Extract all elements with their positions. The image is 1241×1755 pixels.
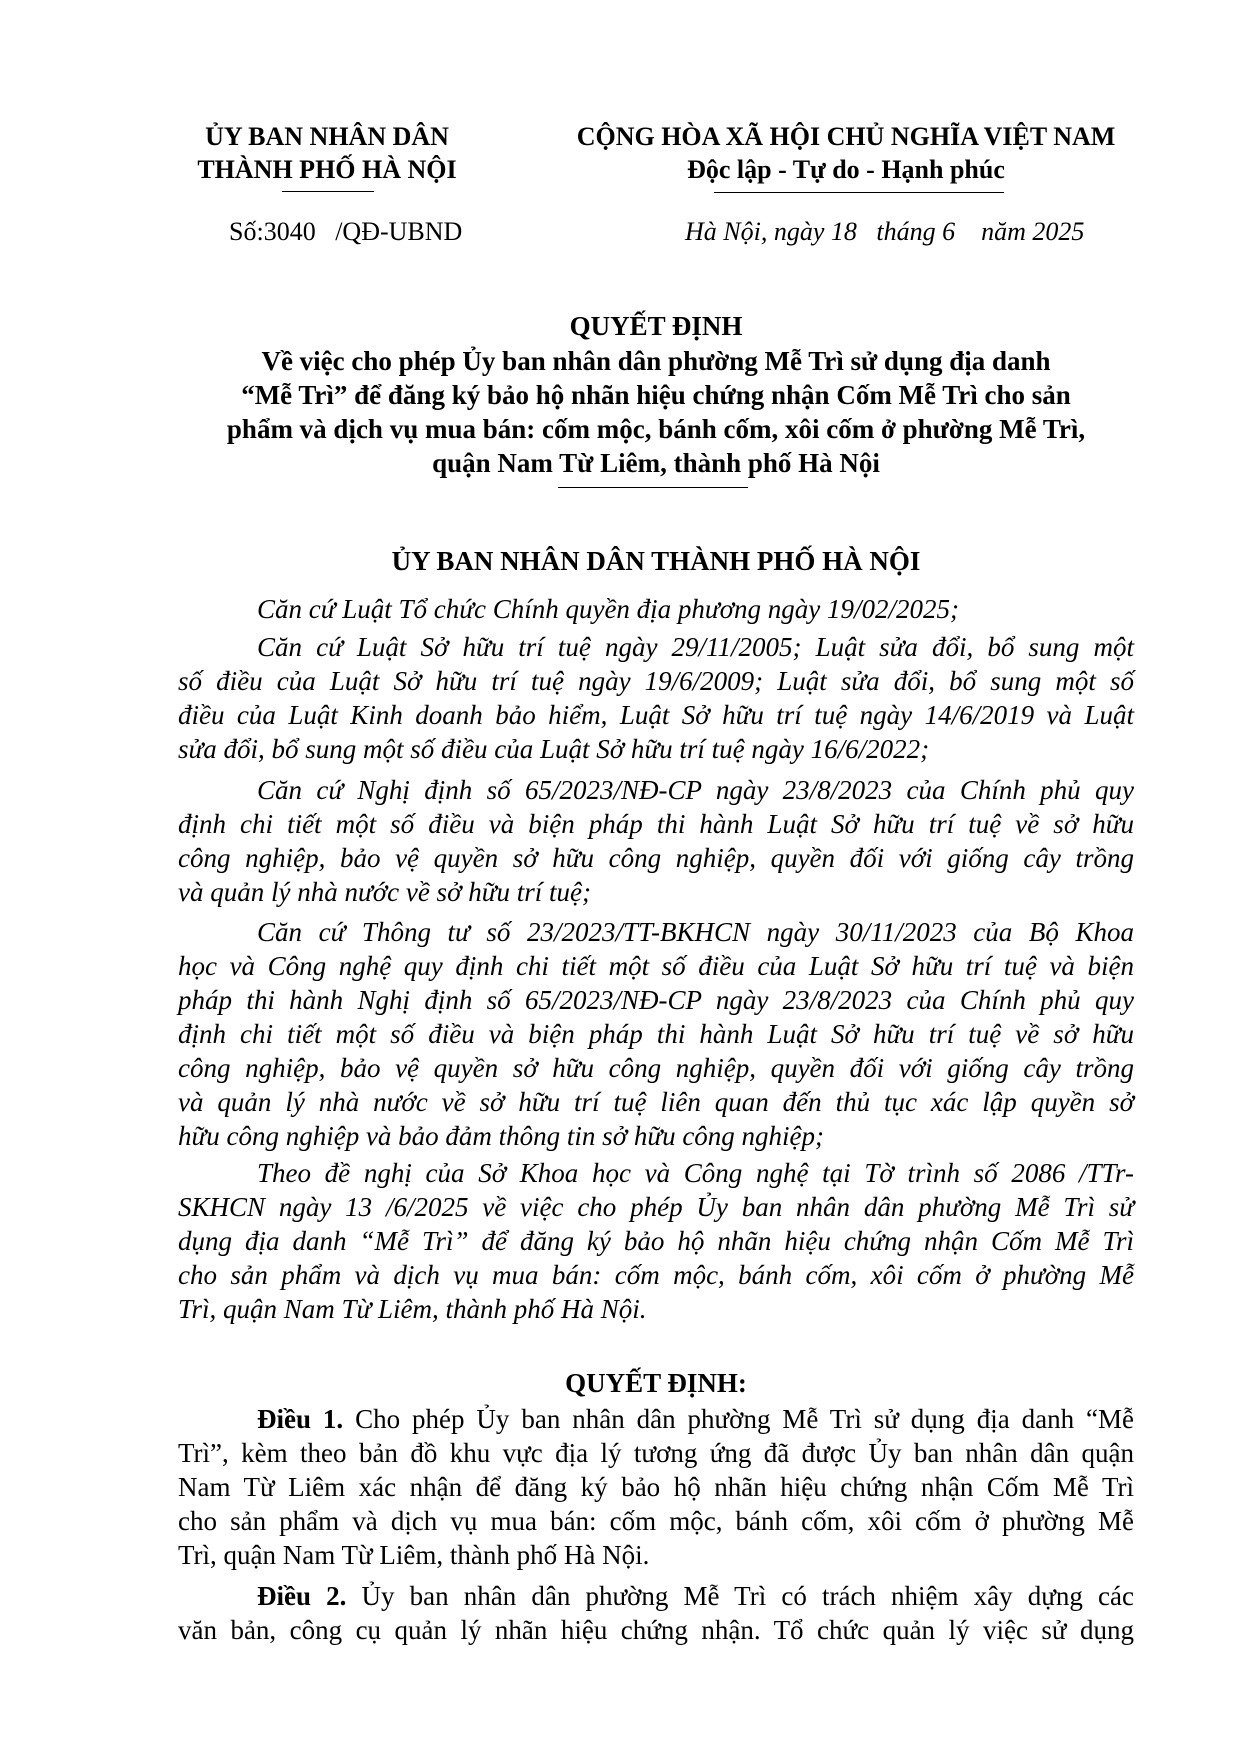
number-gap — [316, 217, 336, 246]
agency-name — [177, 120, 477, 186]
article-2 — [178, 1579, 1134, 1647]
nation-line-1: CỘNG HÒA XÃ HỘI CHỦ NGHĨA VIỆT NAM — [576, 122, 1116, 151]
article-line — [178, 1402, 1134, 1436]
article-line: Nam Từ Liêm xác nhận để đăng ký bảo hộ nhãn hiệu chứng nhận Cốm Mễ Trì — [178, 1472, 1134, 1502]
preamble-paragraph — [178, 773, 1134, 909]
paragraph-line: Căn cứ Luật Tổ chức Chính quyền địa phương ngày 19/02/2025; — [257, 594, 960, 624]
paragraph-line: cho sản phẩm và dịch vụ mua bán: cốm mộc, bánh cốm, xôi cốm ở phường Mễ — [178, 1260, 1134, 1290]
paragraph-line: Trì, quận Nam Từ Liêm, thành phố Hà Nội. — [178, 1294, 647, 1324]
paragraph-line: sửa đổi, bổ sung một số điều của Luật Sở hữu trí tuệ ngày 16/6/2022; — [178, 734, 930, 764]
article-line: Trì”, kèm theo bản đồ khu vực địa lý tương ứng đã được Ủy ban nhân dân quận — [178, 1438, 1134, 1468]
article-label: Điều 2. — [257, 1581, 347, 1611]
paragraph-line: công nghiệp, bảo vệ quyền sở hữu công nghiệp, quyền đối với giống cây trồng — [178, 843, 1134, 873]
article-line — [178, 1579, 1134, 1613]
article-label: Điều 1. — [257, 1404, 344, 1434]
article-1 — [178, 1402, 1134, 1572]
nation-line-2: Độc lập - Tự do - Hạnh phúc — [687, 155, 1005, 184]
paragraph-line: Theo đề nghị của Sở Khoa học và Công nghệ tại Tờ trình số 2086 /TTr- — [257, 1158, 1134, 1188]
subject-line: quận Nam Từ Liêm, thành phố Hà Nội — [432, 448, 880, 478]
paragraph-line: và quản lý nhà nước về sở hữu trí tuệ; — [178, 877, 591, 907]
article-line: cho sản phẩm và dịch vụ mua bán: cốm mộc, bánh cốm, xôi cốm ở phường Mễ — [178, 1506, 1134, 1536]
national-motto — [546, 120, 1146, 186]
document-subject — [150, 344, 1162, 480]
subject-underline — [558, 487, 748, 488]
paragraph-line: công nghiệp, bảo vệ quyền sở hữu công nghiệp, quyền đối với giống cây trồng — [178, 1053, 1134, 1083]
paragraph-line: học và Công nghệ quy định chi tiết một số điều của Luật Sở hữu trí tuệ và biện — [178, 951, 1134, 981]
article-text: Cho phép Ủy ban nhân dân phường Mễ Trì sử dụng địa danh “Mễ — [343, 1404, 1134, 1434]
agency-line-2: THÀNH PHỐ HÀ NỘI — [197, 155, 457, 184]
number-prefix: Số: — [229, 217, 264, 246]
article-line: Trì, quận Nam Từ Liêm, thành phố Hà Nội. — [178, 1540, 650, 1570]
number-value: 3040 — [263, 217, 316, 246]
document-type-heading: QUYẾT ĐỊNH — [569, 311, 743, 341]
paragraph-line: Căn cứ Luật Sở hữu trí tuệ ngày 29/11/2005; Luật sửa đổi, bổ sung một — [257, 632, 1134, 662]
preamble-paragraph — [178, 1156, 1134, 1326]
issuing-authority: ỦY BAN NHÂN DÂN THÀNH PHỐ HÀ NỘI — [391, 546, 921, 576]
document-number — [229, 216, 462, 248]
article-line: văn bản, công cụ quản lý nhãn hiệu chứng nhận. Tổ chức quản lý việc sử dụng — [178, 1615, 1134, 1645]
motto-underline — [714, 192, 1004, 193]
number-suffix: /QĐ-UBND — [335, 217, 463, 246]
subject-line: Về việc cho phép Ủy ban nhân dân phường Mễ Trì sử dụng địa danh — [261, 346, 1051, 376]
article-text: Ủy ban nhân dân phường Mễ Trì có trách nhiệm xây dựng các — [346, 1581, 1135, 1611]
paragraph-line: số điều của Luật Sở hữu trí tuệ ngày 19/6/2009; Luật sửa đổi, bổ sung một số — [178, 666, 1134, 696]
paragraph-line: pháp thi hành Nghị định số 65/2023/NĐ-CP ngày 23/8/2023 của Chính phủ quy — [178, 985, 1134, 1015]
paragraph-line: Căn cứ Thông tư số 23/2023/TT-BKHCN ngày 30/11/2023 của Bộ Khoa — [257, 917, 1134, 947]
paragraph-line: hữu công nghiệp và bảo đảm thông tin sở hữu công nghiệp; — [178, 1121, 825, 1151]
paragraph-line: định chi tiết một số điều và biện pháp thi hành Luật Sở hữu trí tuệ về sở hữu — [178, 809, 1134, 839]
paragraph-line: Căn cứ Nghị định số 65/2023/NĐ-CP ngày 23/8/2023 của Chính phủ quy — [257, 775, 1134, 805]
agency-line-1: ỦY BAN NHÂN DÂN — [205, 122, 449, 151]
paragraph-line: định chi tiết một số điều và biện pháp thi hành Luật Sở hữu trí tuệ về sở hữu — [178, 1019, 1134, 1049]
issue-date: Hà Nội, ngày 18 tháng 6 năm 2025 — [685, 217, 1085, 246]
agency-underline — [282, 191, 374, 192]
preamble-paragraph — [178, 630, 1134, 766]
decision-heading: QUYẾT ĐỊNH: — [565, 1368, 747, 1398]
paragraph-line: SKHCN ngày 13 /6/2025 về việc cho phép Ủy ban nhân dân phường Mễ Trì sử — [178, 1192, 1134, 1222]
paragraph-line: dụng địa danh “Mễ Trì” để đăng ký bảo hộ nhãn hiệu chứng nhận Cốm Mễ Trì — [178, 1226, 1134, 1256]
preamble-paragraph — [178, 915, 1134, 1153]
paragraph-line: điều của Luật Kinh doanh bảo hiểm, Luật Sở hữu trí tuệ ngày 14/6/2019 và Luật — [178, 700, 1134, 730]
subject-line: “Mễ Trì” để đăng ký bảo hộ nhãn hiệu chứng nhận Cốm Mễ Trì cho sản — [241, 380, 1071, 410]
paragraph-line: và quản lý nhà nước về sở hữu trí tuệ liên quan đến thủ tục xác lập quyền sở — [178, 1087, 1134, 1117]
subject-line: phẩm và dịch vụ mua bán: cốm mộc, bánh cốm, xôi cốm ở phường Mễ Trì, — [226, 414, 1086, 444]
preamble-paragraph — [178, 592, 1134, 626]
